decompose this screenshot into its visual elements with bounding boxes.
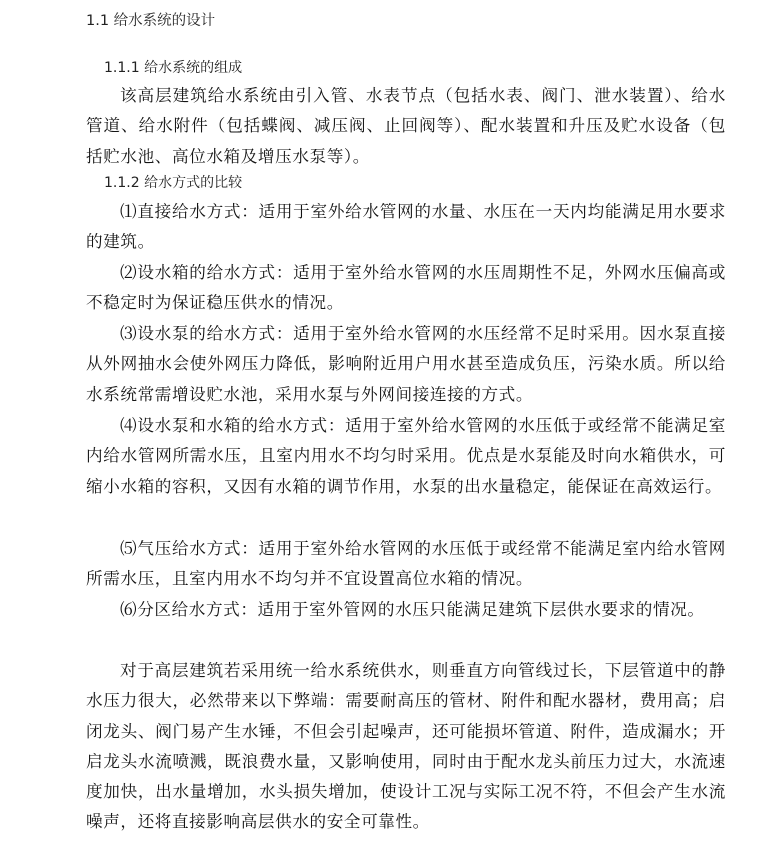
- paragraph-pump-supply: ⑶设水泵的给水方式：适用于室外给水管网的水压经常不足时采用。因水泵直接从外网抽水会使外网压力降低，影响附近用户用水甚至造成负压，污染水质。所以给水系统常需增设贮水池，采用水泵与外网间接连接的方式。: [86, 324, 726, 404]
- subsection-heading-composition: 1.1.1 给水系统的组成: [104, 60, 243, 76]
- paragraph-tank-supply: ⑵设水箱的给水方式：适用于室外给水管网的水压周期性不足，外网水压偏高或不稳定时为保证稳压供水的情况。: [86, 263, 726, 313]
- subsection-heading-comparison: 1.1.2 给水方式的比较: [104, 175, 243, 191]
- paragraph-pump-tank-supply: ⑷设水泵和水箱的给水方式：适用于室外给水管网的水压低于或经常不能满足室内给水管网所需水压，且室内用水不均匀时采用。优点是水泵能及时向水箱供水，可缩小水箱的容积，又因有水箱的调节作用，水泵的出水量稳定，能保证在高效运行。: [86, 416, 726, 496]
- paragraph-direct-supply: ⑴直接给水方式：适用于室外给水管网的水量、水压在一天内均能满足用水要求的建筑。: [86, 202, 726, 252]
- paragraph-pneumatic-supply: ⑸气压给水方式：适用于室外给水管网的水压低于或经常不能满足室内给水管网所需水压，且室内用水不均匀并不宜设置高位水箱的情况。: [86, 539, 726, 589]
- section-heading: 1.1 给水系统的设计: [86, 13, 216, 29]
- paragraph-high-rise-drawbacks: 对于高层建筑若采用统一给水系统供水，则垂直方向管线过长，下层管道中的静水压力很大，必然带来以下弊端：需要耐高压的管材、附件和配水器材，费用高；启闭龙头、阀门易产生水锤，不但会引起噪声，还可能损坏管道、附件，造成漏水；开启龙头水流喷溅，既浪费水量，又影响使用，同时由于配水龙头前压力过大，水流速度加快，出水量增加，水头损失增加，使设计工况与实际工况不符，不但会产生水流噪声，还将直接影响高层供水的安全可靠性。: [86, 661, 726, 832]
- paragraph-composition: 该高层建筑给水系统由引入管、水表节点（包括水表、阀门、泄水装置）、给水管道、给水附件（包括蝶阀、减压阀、止回阀等）、配水装置和升压及贮水设备（包括贮水池、高位水箱及增压水泵等）。: [86, 86, 726, 166]
- paragraph-zoned-supply: ⑹分区给水方式：适用于室外管网的水压只能满足建筑下层供水要求的情况。: [120, 600, 705, 619]
